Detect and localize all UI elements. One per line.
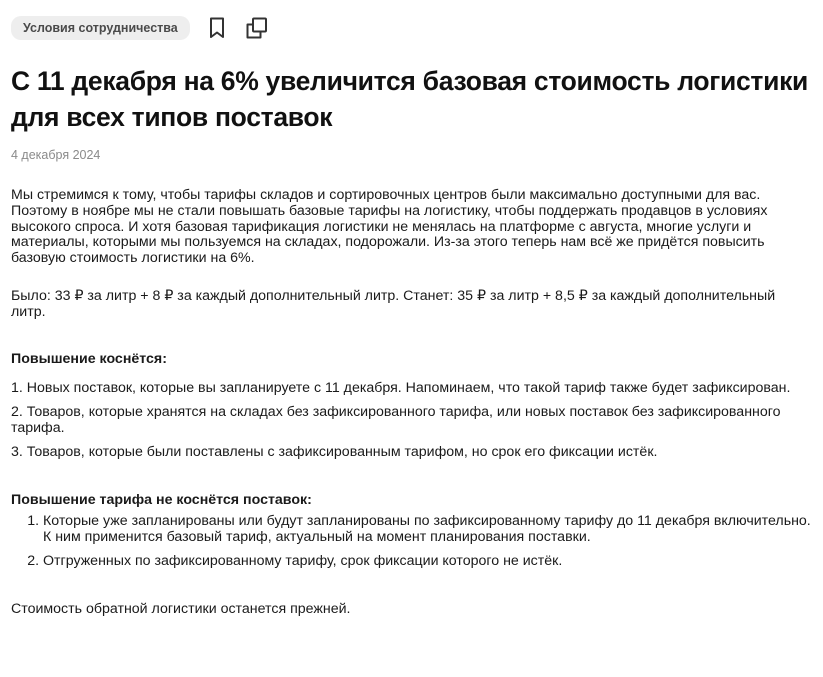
price-paragraph: Было: 33 ₽ за литр + 8 ₽ за каждый дополнительный литр. Станет: 35 ₽ за литр + 8,5 ₽ за каждый дополнительный литр. bbox=[11, 287, 776, 320]
final-note: Стоимость обратной логистики останется прежней. bbox=[11, 600, 351, 617]
affect-heading: Повышение коснётся: bbox=[11, 350, 167, 367]
list-item: 3. Товаров, которые были поставлены с зафиксированным тарифом, но срок его фиксации истёк. bbox=[11, 443, 658, 460]
affect-list bbox=[11, 381, 811, 460]
not-affect-list bbox=[11, 514, 811, 569]
list-item: 1. Которые уже запланированы или будут запланированы по зафиксированному тарифу до 11 декабря включительно. К ним применится базовый тариф, актуальный на момент планирования поставки. bbox=[43, 514, 811, 546]
article-title: С 11 декабря на 6% увеличится базовая стоимость логистики для всех типов поставок bbox=[11, 66, 809, 132]
article-toolbar bbox=[11, 0, 811, 58]
category-tag[interactable]: Условия сотрудничества bbox=[11, 16, 190, 40]
article-page bbox=[11, 0, 811, 618]
list-item: 2. Товаров, которые хранятся на складах без зафиксированного тарифа, или новых поставок без зафиксированного тарифа. bbox=[11, 404, 781, 436]
copy-icon[interactable] bbox=[244, 15, 270, 41]
list-item: 1. Новых поставок, которые вы запланируете с 11 декабря. Напоминаем, что такой тариф также будет зафиксирован. bbox=[11, 380, 791, 397]
intro-paragraph: Мы стремимся к тому, чтобы тарифы складов и сортировочных центров были максимально доступными для вас. Поэтому в ноябре мы не стали повышать базовые тарифы на логистику, чтобы поддержать продавцов в условиях высокого спроса. И хотя базовая тарификация логистики не менялась на платформе с августа, многие услуги и материалы, которыми мы пользуемся на складах, подорожали. Из-за этого теперь нам всё же придётся повысить базовую стоимость логистики на 6%. bbox=[11, 187, 768, 267]
article-date: 4 декабря 2024 bbox=[11, 148, 101, 162]
bookmark-icon[interactable] bbox=[204, 15, 230, 41]
article-body bbox=[11, 188, 811, 618]
list-item: 2. Отгруженных по зафиксированному тарифу, срок фиксации которого не истёк. bbox=[43, 554, 811, 570]
not-affect-heading: Повышение тарифа не коснётся поставок: bbox=[11, 491, 312, 508]
